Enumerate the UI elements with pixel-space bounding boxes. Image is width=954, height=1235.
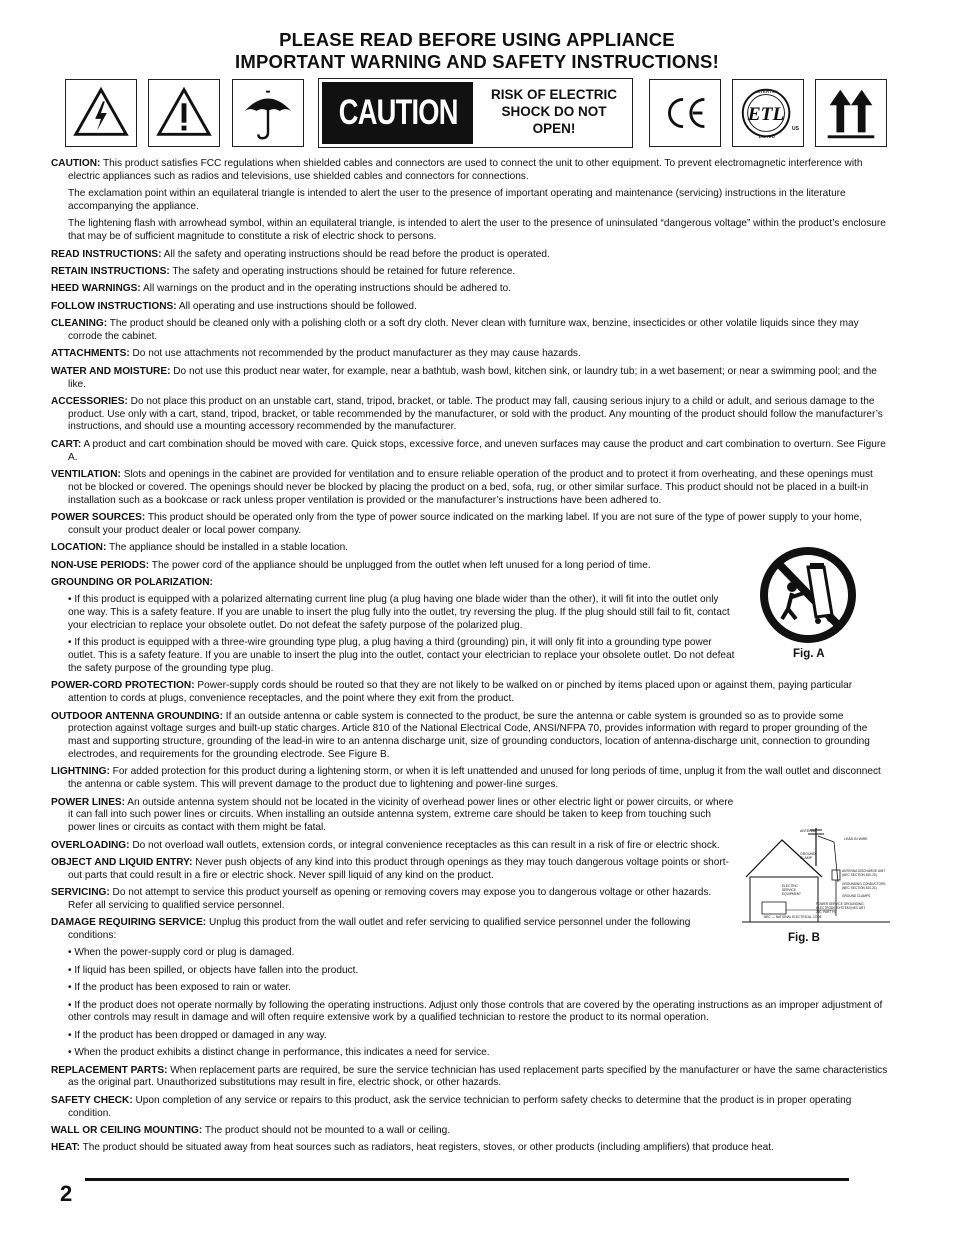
instruction-label: VENTILATION:	[51, 469, 121, 481]
instruction-label: WATER AND MOISTURE:	[51, 365, 171, 377]
instruction-label: CAUTION:	[51, 158, 101, 169]
risk-line-3: OPEN!	[532, 121, 576, 136]
instruction-label: NON-USE PERIODS:	[51, 559, 150, 571]
instruction-text: • If the product does not operate normally by following the operating instructions. Adjust only those controls that are covered by the operating instructions as an improper adjustment of other controls may result in damage and will often require extensive work by a qualified technician to restore the product to its normal operation.	[68, 999, 883, 1024]
instruction-paragraph	[51, 1030, 888, 1043]
instruction-text: Do not place this product on an unstable cart, stand, tripod, bracket, or table. The product may fall, causing serious injury to a child or adult, and serious damage to the product. Use only with a cart, stand, tripod, bracket, or table recommended by the manufacturer, or sold with the product. Any mounting of the product should follow the manufacturer’s instructions, and should use a mounting accessory recommended by the manufacturer.	[68, 395, 883, 433]
instruction-paragraph	[51, 283, 888, 296]
header-line-2: IMPORTANT WARNING AND SAFETY INSTRUCTIONS!	[235, 51, 719, 72]
instruction-text: For added protection for this product during a lightening storm, or when it is left unattended and unused for long periods of time, unplug it from the wall outlet and disconnect the antenna or cable system. This will prevent damage to the product due to lightening and power-line surges.	[68, 766, 881, 791]
instruction-paragraph	[51, 158, 888, 184]
caution-word: CAUTION	[338, 93, 458, 132]
risk-of-shock-text	[479, 86, 629, 137]
instruction-text: This product should be operated only from the type of power source indicated on the marking label. If you are not sure of the type of power supply to your home, consult your product dealer or local power company.	[68, 512, 863, 536]
instruction-paragraph	[51, 512, 888, 538]
instruction-paragraph	[51, 266, 888, 279]
instruction-text: This product satisfies FCC regulations when shielded cables and connectors are used to connect the unit to other equipment. To prevent electromagnetic interference with electric appliances such as radios and televisions, use shielded cables and connectors for connections.	[68, 158, 863, 182]
instruction-label: OUTDOOR ANTENNA GROUNDING:	[51, 710, 223, 722]
instruction-paragraph	[51, 1142, 888, 1155]
instruction-label: ATTACHMENTS:	[51, 348, 130, 360]
no-cart-tip-icon	[758, 543, 878, 648]
lightning-triangle-icon	[65, 79, 137, 147]
instruction-paragraph	[51, 188, 888, 214]
risk-line-1: RISK OF ELECTRIC	[490, 87, 617, 102]
instruction-label: POWER-CORD PROTECTION:	[51, 680, 195, 692]
instruction-paragraph	[51, 711, 888, 762]
instruction-paragraph	[51, 594, 738, 632]
exclamation-triangle-icon	[148, 79, 220, 147]
instruction-label: FOLLOW INSTRUCTIONS:	[51, 300, 177, 312]
instruction-label: HEAT:	[51, 1142, 80, 1154]
page-header	[0, 29, 954, 73]
figb-clamps-label: GROUND CLAMPS	[842, 894, 871, 898]
instruction-text: Upon completion of any service or repairs to this product, ask the service technician to perform safety checks to determine that the product is in proper operating condition.	[68, 1094, 852, 1119]
instruction-text: When replacement parts are required, be sure the service technician has used replacement parts specified by the manufacturer or have the same characteristics as the original part. Unauthorized substitutions may result in fire, electric shock, or other hazards.	[68, 1064, 888, 1089]
this-way-up-arrows-icon	[815, 79, 887, 147]
instruction-label: CART:	[51, 438, 82, 450]
instruction-paragraph	[51, 637, 738, 675]
safety-instructions	[51, 158, 888, 1160]
instruction-label: WALL OR CEILING MOUNTING:	[51, 1124, 203, 1136]
instruction-paragraph	[51, 1047, 888, 1060]
caution-banner	[318, 78, 633, 148]
instruction-paragraph	[51, 840, 738, 853]
instruction-paragraph	[51, 396, 888, 434]
instruction-text: All operating and use instructions should be followed.	[176, 300, 417, 312]
instruction-paragraph	[51, 469, 888, 507]
figb-antenna-label: ANTENNA	[800, 829, 817, 833]
instruction-text: Unplug this product from the wall outlet and refer servicing to qualified service personnel under the following conditions:	[68, 917, 691, 942]
instruction-text: The lightening flash with arrowhead symbol, within an equilateral triangle, is intended to alert the user to the presence of uninsulated “dangerous voltage” within the product’s enclosure that may be of sufficient magnitude to constitute a risk of electric shock to persons.	[68, 218, 886, 243]
instruction-paragraph	[51, 577, 738, 590]
instruction-label: REPLACEMENT PARTS:	[51, 1064, 168, 1076]
instruction-text: The product should be situated away from heat sources such as radiators, heat registers, stoves, or other products (including amplifiers) that produce heat.	[79, 1142, 774, 1154]
instruction-label: READ INSTRUCTIONS:	[51, 248, 162, 260]
instruction-text: Do not attempt to service this product yourself as opening or removing covers may expose you to dangerous voltage or other hazards. Refer all servicing to qualified service personnel.	[68, 887, 712, 911]
instruction-paragraph	[51, 560, 738, 573]
instruction-paragraph	[51, 318, 888, 344]
figb-electrode-label: POWER SERVICE GROUNDING ELECTRODE SYSTEM (NEC ART 250, PART H)	[816, 902, 866, 914]
instruction-label: DAMAGE REQUIRING SERVICE:	[51, 917, 207, 929]
umbrella-icon	[232, 79, 304, 147]
figure-b-antenna-grounding	[742, 822, 890, 927]
instruction-text: All warnings on the product and in the operating instructions should be adhered to.	[140, 283, 512, 295]
figure-a-label: Fig. A	[793, 648, 825, 660]
instruction-paragraph	[51, 680, 888, 706]
footer-rule	[85, 1178, 849, 1181]
svg-text:ETL: ETL	[747, 103, 785, 125]
instruction-text: The exclamation point within an equilateral triangle is intended to alert the user to the presence of important operating and maintenance (servicing) instructions in the literature accompanying the appliance.	[68, 188, 846, 212]
instruction-paragraph	[51, 218, 888, 244]
instruction-paragraph	[51, 249, 888, 262]
instruction-text: Power-supply cords should be routed so that they are not likely to be walked on or pinched by items placed upon or against them, paying particular attention to cords at plugs, convenience receptacles, and the point where they exit from the product.	[68, 680, 853, 705]
instruction-text: A product and cart combination should be moved with care. Quick stops, excessive force, and uneven surfaces may cause the product and cart combination to overturn. See Figure A.	[68, 438, 886, 463]
instruction-text: All the safety and operating instructions should be read before the product is operated.	[161, 248, 550, 260]
instruction-text: Do not use attachments not recommended by the product manufacturer as they may cause hazards.	[129, 348, 581, 360]
instruction-text: The safety and operating instructions should be retained for future reference.	[169, 265, 516, 277]
instruction-text: • If the product has been exposed to rain or water.	[68, 982, 291, 994]
instruction-paragraph	[51, 439, 888, 465]
instruction-label: POWER SOURCES:	[51, 512, 146, 524]
instruction-label: SAFETY CHECK:	[51, 1094, 133, 1106]
instruction-label: LIGHTNING:	[51, 766, 110, 778]
instruction-paragraph	[51, 366, 888, 392]
instruction-text: • If this product is equipped with a three-wire grounding type plug, a plug having a third (grounding) pin, it will only fit into a grounding type power outlet. This is a safety feature. If you are unable to insert the plug into the outlet, contact your electrician to replace your obsolete outlet. Do not defeat the safety purpose of the grounding type plug.	[68, 637, 735, 674]
instruction-label: CLEANING:	[51, 318, 108, 330]
instruction-paragraph	[51, 1125, 888, 1138]
instruction-text: Do not overload wall outlets, extension cords, or integral convenience receptacles as this can result in a risk of fire or electric shock.	[129, 839, 720, 851]
caution-word-block	[322, 82, 473, 144]
instruction-label: LOCATION:	[51, 542, 107, 554]
instruction-paragraph	[51, 348, 888, 361]
instruction-paragraph	[51, 301, 888, 314]
figb-nec-label: NEC — NATIONAL ELECTRICAL CODE	[764, 915, 822, 919]
instruction-paragraph	[51, 947, 888, 960]
instruction-label: OVERLOADING:	[51, 839, 130, 851]
instruction-paragraph	[51, 1000, 888, 1026]
instruction-paragraph	[51, 766, 888, 792]
instruction-text: • If liquid has been spilled, or objects have fallen into the product.	[68, 964, 359, 976]
instruction-text: The power cord of the appliance should be unplugged from the outlet when left unused for a long period of time.	[149, 559, 651, 571]
etl-bottom-text: LISTED	[758, 134, 776, 139]
instruction-text: • When the power-supply cord or plug is damaged.	[68, 947, 295, 959]
instruction-text: The product should not be mounted to a wall or ceiling.	[202, 1124, 451, 1136]
instruction-label: GROUNDING OR POLARIZATION:	[51, 577, 213, 589]
instruction-text: If an outside antenna or cable system is connected to the product, be sure the antenna or cable system is grounded so as to provide some protection against voltage surges and built-up static charges. Article 810 of the National Electrical Code, ANSI/NFPA 70, provides information with regard to proper grounding of the mast and supporting structure, grounding of the lead-in wire to an antenna discharge unit, size of grounding conductors, location of antenna-discharge unit, connection to grounding electrodes, and requirements for the grounding electrode. See Figure B.	[68, 710, 870, 760]
instruction-text: Do not use this product near water, for example, near a bathtub, wash bowl, kitchen sink, or laundry tub; in a wet basement; or near a swimming pool; and the like.	[68, 365, 877, 390]
instruction-label: POWER LINES:	[51, 796, 126, 808]
figure-a-cart-warning	[758, 543, 878, 648]
page-number: 2	[60, 1181, 73, 1206]
instruction-text: Slots and openings in the cabinet are provided for ventilation and to ensure reliable operation of the product and to protect it from overheating, and these openings must not be blocked or covered. The openings should never be blocked by placing the product on a bed, sofa, rug, or other similar surface. This product should not be placed in a built-in installation such as a bookcase or rack unless proper ventilation is provided or the manufacturer’s instructions have been adhered to.	[68, 469, 873, 506]
instruction-label: ACCESSORIES:	[51, 395, 128, 407]
figb-lead-in-label: LEAD IN WIRE	[844, 837, 868, 841]
header-line-1: PLEASE READ BEFORE USING APPLIANCE	[279, 29, 675, 50]
instruction-text: • When the product exhibits a distinct change in performance, this indicates a need for service.	[68, 1047, 490, 1059]
instruction-text: Never push objects of any kind into this product through openings as they may touch dangerous voltage points or short-out parts that could result in a fire or electric shock. Never spill liquid of any kind on the product.	[68, 856, 729, 881]
instruction-paragraph	[51, 965, 888, 978]
instruction-text: • If this product is equipped with a polarized alternating current line plug (a plug having one blade wider than the other), it will fit into the outlet only one way. This is a safety feature. If you are unable to insert the plug fully into the outlet, try reversing the plug. If the plug should still fail to fit, contact your electrician to replace your obsolete outlet. Do not defeat the safety purpose of the polarized plug.	[68, 594, 730, 631]
figb-ground-clamp-label: GROUND CLAMP	[800, 852, 816, 860]
figb-conductors-label: GROUNDING CONDUCTORS (NEC SECTION 810-21)	[842, 882, 886, 890]
figb-discharge-label: ANTENNA DISCHARGE UNIT (NEC SECTION 810-20)	[842, 869, 886, 877]
etl-top-text: INTERTEK	[755, 89, 779, 94]
instruction-text: • If the product has been dropped or damaged in any way.	[68, 1029, 327, 1041]
instruction-label: HEED WARNINGS:	[51, 283, 141, 295]
figure-b-label: Fig. B	[788, 932, 820, 944]
instruction-paragraph	[51, 887, 738, 913]
risk-line-2: SHOCK DO NOT	[501, 104, 607, 119]
instruction-text: The appliance should be installed in a stable location.	[106, 542, 348, 554]
etl-listed-icon	[732, 79, 804, 147]
instruction-paragraph	[51, 982, 888, 995]
instruction-paragraph	[51, 1065, 888, 1091]
instruction-text: The product should be cleaned only with a polishing cloth or a soft dry cloth. Never clean with furniture wax, benzine, insecticides or other volatile liquids since they may corrode the cabinet.	[68, 318, 859, 342]
instruction-text: An outside antenna system should not be located in the vicinity of overhead power lines or other electric light or power circuits, or where it can fall into such power lines or circuits. When installing an outside antenna system, extreme care should be taken to keep from touching such power lines or circuits as contact with them might be fatal.	[68, 796, 734, 834]
instruction-paragraph	[51, 1095, 888, 1121]
instruction-label: SERVICING:	[51, 887, 110, 899]
instruction-label: OBJECT AND LIQUID ENTRY:	[51, 856, 193, 868]
instruction-label: RETAIN INSTRUCTIONS:	[51, 265, 170, 277]
ce-mark-icon	[649, 79, 721, 147]
instruction-paragraph	[51, 857, 738, 883]
instruction-paragraph	[51, 917, 738, 943]
etl-us-text: US	[792, 126, 799, 132]
instruction-paragraph	[51, 797, 738, 835]
figb-electric-label: ELECTRIC SERVICE EQUIPMENT	[782, 884, 801, 896]
